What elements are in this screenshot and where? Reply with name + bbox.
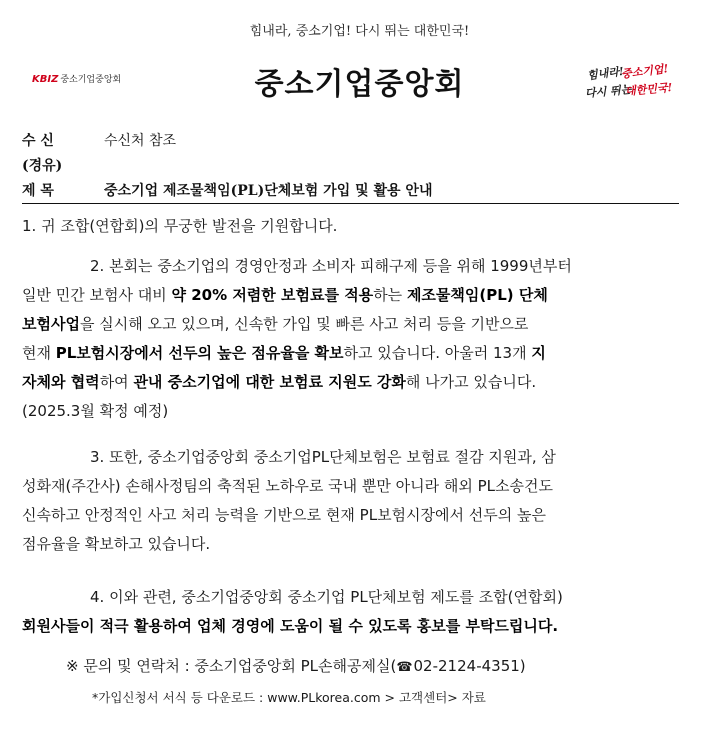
recipient-label: 수 신 — [22, 133, 54, 149]
subject-divider — [22, 203, 679, 204]
page-title: 중소기업중앙회 — [254, 67, 465, 102]
via-label: (경유) — [22, 158, 63, 174]
letterhead — [0, 55, 719, 110]
recipient-row — [22, 130, 702, 155]
subject-value: 중소기업 제조물책임(PL)단체보험 가입 및 활용 안내 — [104, 183, 433, 199]
subject-row — [22, 180, 702, 205]
slogan: 힘내라, 중소기업! 다시 뛰는 대한민국! — [249, 24, 470, 39]
via-row — [22, 155, 702, 180]
paragraph-4: 4. 이와 관련, 중소기업중앙회 중소기업 PL단체보험 제도를 조합(연합회) 회원사들이 적극 활용하여 업체 경영에 도움이 될 수 있도록 홍보를 부탁드립니다. — [22, 588, 563, 635]
slogan-handwritten-logo: 힘내라! 중소기업! 다시 뛰는 대한민국! — [584, 62, 673, 100]
phone-icon: ☎ — [396, 660, 413, 675]
paragraph-2: 2. 본회는 중소기업의 경영안정과 소비자 피해구제 등을 위해 1999년부터 일반 민간 보험사 대비 약 20% 저렴한 보험료를 적용하는 제조물책임(PL) 단체 보험사업을 실시해 오고 있으며, 신속한 가입 및 빠른 사고 처리 등을 기반으로 현재 PL보험시장에서 선두의 높은 점유율을 확보하고 있습니다. 아울러 13개 지 자체와 협력하여 관내 중소기업에 대한 보험료 지원도 강화해 나가고 있습니다. (2025.3월 확정 예정) — [22, 257, 572, 420]
recipient-block — [22, 130, 702, 205]
kbiz-logo-name: 중소기업중앙회 — [60, 75, 122, 85]
kbiz-logo-mark: KBIZ — [32, 74, 59, 85]
contact-info: ※ 문의 및 연락처 : 중소기업중앙회 PL손해공제실(☎02-2124-4351) — [66, 657, 526, 675]
paragraph-1: 1. 귀 조합(연합회)의 무궁한 발전을 기원합니다. — [22, 217, 338, 235]
recipient-value: 수신처 참조 — [104, 133, 177, 149]
phone-number: 02-2124-4351 — [413, 657, 520, 675]
download-note: *가입신청서 서식 등 다운로드 : www.PLkorea.com > 고객센터> 자료 — [92, 690, 486, 705]
paragraph-3: 3. 또한, 중소기업중앙회 중소기업PL단체보험은 보험료 절감 지원과, 삼 성화재(주간사) 손해사정팀의 축적된 노하우로 국내 뿐만 아니라 해외 PL소송건도 신속하고 안정적인 사고 처리 능력을 기반으로 현재 PL보험시장에서 선두의 높은 점유율을 확보하고 있습니다. — [22, 448, 556, 553]
subject-label: 제 목 — [22, 183, 54, 199]
